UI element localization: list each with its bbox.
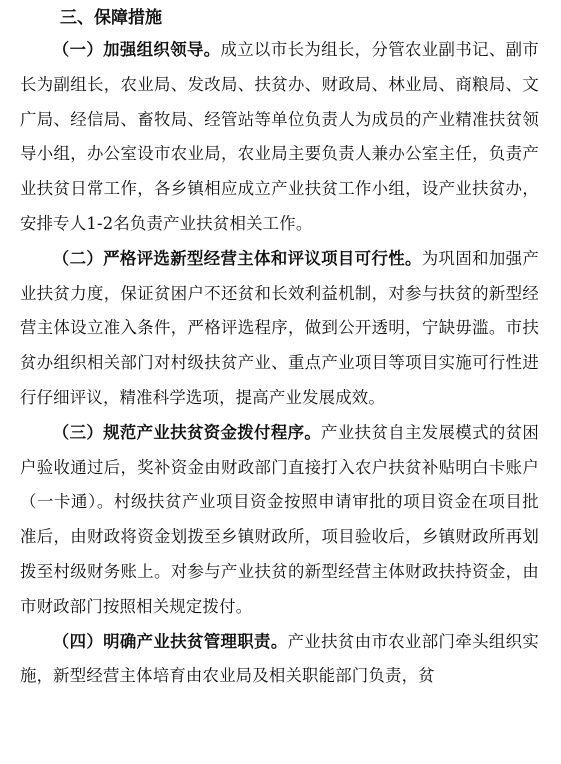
section-heading: 三、保障措施	[60, 8, 162, 28]
paragraph-lead: （三）规范产业扶贫资金拨付程序。	[52, 422, 322, 442]
paragraph-fund-disbursement	[20, 416, 539, 625]
paragraph-lead: （一）加强组织领导。	[52, 40, 221, 59]
paragraph-body: 成立以市长为组长，分管农业副书记、副市长为副组长，农业局、发改局、扶贫办、财政局、林业局、商粮局、文广局、经信局、畜牧局、经管站等单位负责人为成员的产业精准扶贫领导小组，办公室设市农业局，农业局主要负责人兼办公室主任，负责产业扶贫日常工作，各乡镇相应成立产业扶贫工作小组，设产业扶贫办，安排专人1-2名负责产业扶贫相关工作。	[20, 40, 539, 233]
paragraph-selection-review	[20, 242, 539, 416]
paragraph-body: 产业扶贫由市农业部门牵头组织实施，新型经营主体培育由农业局及相关职能部门负责，贫	[20, 631, 539, 686]
paragraph-management-duties	[20, 625, 539, 695]
paragraph-lead: （二）严格评选新型经营主体和评议项目可行性。	[52, 248, 422, 268]
paragraph-organization-leadership	[20, 33, 539, 242]
paragraph-body: 产业扶贫自主发展模式的贫困户验收通过后，奖补资金由财政部门直接打入农户扶贫补贴明白卡账户（一卡通）。村级扶贫产业项目资金按照申请审批的项目资金在项目批准后，由财政将资金划拨至乡镇财政所，项目验收后，乡镇财政所再划拨至村级财务账上。对参与产业扶贫的新型经营主体财政扶持资金，由市财政部门按照相关规定拨付。	[20, 422, 539, 616]
paragraph-body: 为巩固和加强产业扶贫力度，保证贫困户不还贫和长效利益机制，对参与扶贫的新型经营主体设立准入条件，严格评选程序，做到公开透明，宁缺毋滥。市扶贫办组织相关部门对村级扶贫产业、重点产业项目等项目实施可行性进行仔细评议，精准科学选项，提高产业发展成效。	[20, 248, 540, 407]
paragraph-lead: （四）明确产业扶贫管理职责。	[52, 631, 288, 651]
